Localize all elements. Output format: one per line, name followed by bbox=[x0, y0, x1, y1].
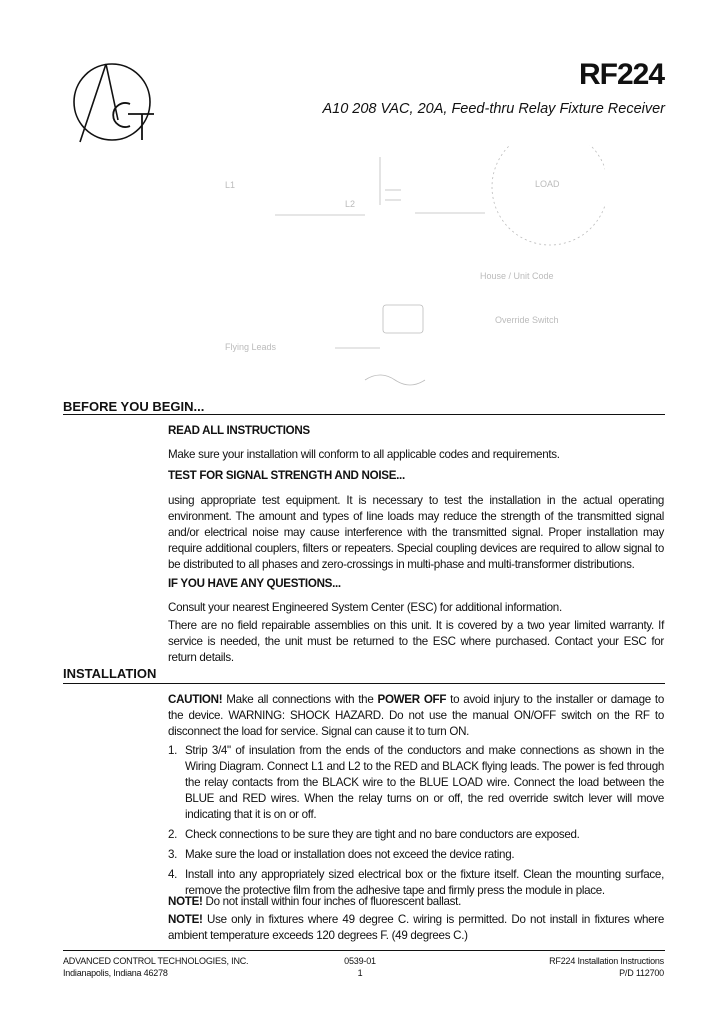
section-rule bbox=[63, 683, 665, 684]
diagram-label-l1: L1 bbox=[225, 180, 236, 190]
list-item: 4. Install into any appropriately sized electrical box or the fixture itself. Clean the mounting surface, remove the protective film from the adhesive tape and firmly press the module in place. bbox=[168, 868, 664, 897]
diagram-label-flying: Flying Leads bbox=[225, 342, 277, 352]
product-subtitle: A10 208 VAC, 20A, Feed-thru Relay Fixture Receiver bbox=[322, 101, 665, 117]
list-item: 3. Make sure the load or installation does not exceed the device rating. bbox=[168, 848, 515, 861]
diagram-label-override: Override Switch bbox=[495, 315, 559, 325]
caution-text: CAUTION! Make all connections with the POWER OFF to avoid injury to the installer or damage to the device. WARNING: SHOCK HAZARD. Do not use the manual ON/OFF switch on the RF to disconnect the load for service. Signal can cause it to turn ON. bbox=[168, 693, 664, 738]
warranty-text: There are no field repairable assemblies on this unit. It is covered by a two year limited warranty. If service is needed, the unit must be returned to the ESC where purchased. Contact your ESC for return details. bbox=[168, 619, 664, 664]
note-temperature: NOTE! Use only in fixtures where 49 degree C. wiring is permitted. Do not install in fixtures where ambient temperature exceeds 120 degrees F. (49 degrees C.) bbox=[168, 913, 664, 942]
power-off-label: POWER OFF bbox=[377, 693, 447, 706]
caution-label: CAUTION! bbox=[168, 693, 223, 706]
note-ballast: NOTE! Do not install within four inches of fluorescent ballast. bbox=[168, 895, 461, 908]
logo-ring bbox=[74, 64, 150, 140]
wiring-diagram bbox=[205, 145, 605, 405]
model-title: RF224 bbox=[578, 58, 664, 91]
test-heading: TEST FOR SIGNAL STRENGTH AND NOISE... bbox=[168, 469, 405, 482]
test-body: using appropriate test equipment. It is necessary to test the installation in the actual operating environment. The amount and types of line loads may reduce the strength of the transmitted signal and/or electrical noise may cause interference with the transmitted signal. Proper installation may require additional couplers, filters or repeaters. Special coupling devices are required to allow signal to be distributed to all phases and zero-crossings in multi-phase and multi-transformer distributions. bbox=[168, 494, 664, 571]
receiver-box bbox=[383, 305, 423, 333]
footer-rule bbox=[63, 950, 665, 951]
footer-company: ADVANCED CONTROL TECHNOLOGIES, INC. Indianapolis, Indiana 46278 bbox=[63, 956, 249, 978]
section-rule bbox=[63, 414, 665, 415]
section-installation-title: INSTALLATION bbox=[63, 666, 157, 681]
list-item: 2. Check connections to be sure they are tight and no bare conductors are exposed. bbox=[168, 828, 580, 841]
diagram-label-load: LOAD bbox=[535, 179, 560, 189]
questions-heading: IF YOU HAVE ANY QUESTIONS... bbox=[168, 577, 341, 590]
footer-doc: 0539-01 1 bbox=[344, 956, 376, 978]
consult-text: Consult your nearest Engineered System Center (ESC) for additional information. bbox=[168, 601, 562, 614]
list-item: 1. Strip 3/4" of insulation from the ends of the conductors and make connections as shown in the Wiring Diagram. Connect L1 and L2 to the RED and BLACK flying leads. The power is fed through the relay contacts from the BLACK wire to the BLUE LOAD wire. Connect the load between the BLUE and RED wires. When the relay turns on or off, the red override switch lever will move indicating that it is on or off. bbox=[168, 744, 664, 821]
act-logo bbox=[62, 50, 162, 150]
section-before-title: BEFORE YOU BEGIN... bbox=[63, 399, 205, 414]
read-all-heading: READ ALL INSTRUCTIONS bbox=[168, 424, 310, 437]
conform-text: Make sure your installation will conform to all applicable codes and requirements. bbox=[168, 448, 560, 461]
diagram-label-l2: L2 bbox=[345, 199, 356, 209]
install-steps bbox=[168, 743, 664, 899]
diagram-label-code: House / Unit Code bbox=[480, 271, 554, 281]
fixture-circle bbox=[492, 145, 605, 245]
footer-title: RF224 Installation Instructions P/D 112700 bbox=[549, 956, 664, 978]
